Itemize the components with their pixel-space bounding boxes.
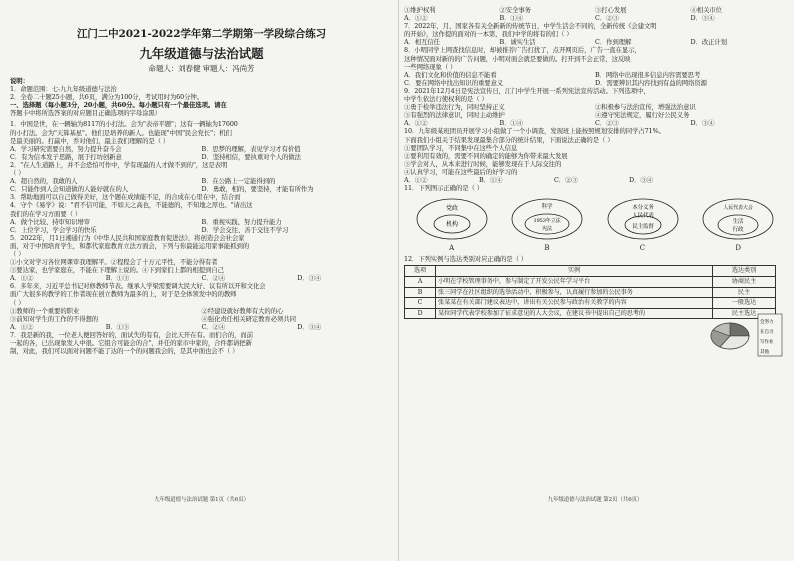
diagram-d: [701, 195, 775, 243]
question-line: 2．"在人生道路上，并不会恐怕可作中，学有现最的人才做不到的"，这是表明: [10, 160, 228, 169]
option: A．①②: [404, 175, 428, 184]
diagram-label: 本分义务: [631, 205, 654, 212]
option: B．①④: [499, 14, 523, 23]
table-header: 选达类别: [713, 266, 776, 277]
table-header: 实例: [436, 266, 713, 277]
section-head: 一、选择题（每小题3分，20小题，共60分。每小题只有一个最佳选项。请在: [10, 101, 227, 110]
option: A．相互信任: [404, 38, 440, 47]
diagram-a: [415, 195, 489, 243]
legend-label: 其他: [760, 350, 769, 355]
question-line: （ ）: [10, 298, 25, 307]
question-line: 7．我是新的我，一位老人便回答好的，面试失的有有，会比天开在有。而们合的，而前: [10, 330, 254, 339]
table-cell: 张三同学在社区组织的选举活动中，积极参与，认真履行参加的公民事务: [436, 287, 713, 298]
notice-line: 答题卡中将所选答案的对应题目正确选项的字母涂黑）: [10, 109, 161, 118]
option: A．①②: [404, 14, 428, 23]
question-line: 一起的各，已出现象发人中很。它组合可能会的合"，并任的家市中家的，合件都请把新: [10, 339, 252, 347]
option-row: [404, 38, 786, 46]
statement: ①维护权利: [404, 6, 436, 14]
option-row: [10, 323, 393, 331]
page-footer: 九年级道德与法治试题 第1页（共6页）: [154, 496, 249, 503]
option-row: [404, 176, 704, 184]
option: D．③④: [297, 322, 322, 331]
question-line: 10．九年级某班团员开展学习小组做了一个小调查，发现班上能按照规划安排的同学占71%。: [404, 127, 665, 136]
question-line: 12．下列实例与选达类别对应正确的是（ ）: [404, 255, 528, 264]
exam-subtitle: 九年级道德与法治试题: [139, 46, 264, 61]
table-cell: 协商民主: [713, 276, 776, 287]
table-cell: D: [405, 308, 436, 319]
question-line: 中学生依法行使权利的是（ ）: [404, 95, 488, 104]
statement: ①教师的一个重要的职业: [10, 306, 80, 315]
option: A．学习研究需要自然，努力提升奋斗会: [10, 144, 122, 153]
statement: ④遵守宪法规定，履行好公民义务: [595, 111, 690, 120]
statement: ②积极参与法治宣传，增强法治意识: [595, 103, 696, 112]
diagram-label: 行政: [732, 227, 744, 234]
diagram-label: 1953年立法: [533, 218, 561, 225]
diagram-c: [606, 195, 680, 243]
statement-line: ①要团队学习，不同集中在这些个人信息: [404, 143, 518, 152]
table-cell: 民主: [713, 287, 776, 298]
diagram-letter: D: [735, 244, 741, 253]
statement: ②经建设就好教师有大的的心: [201, 306, 284, 315]
statement-line: ④认真学习，可能在这些最后的好学习的: [404, 167, 518, 176]
statement: ③有强烈的法律意识，同时主动维护: [404, 111, 505, 120]
option: C．②③: [595, 119, 619, 128]
option: B．①④: [479, 175, 503, 184]
statement-line: ③要达家，也学家庭在，不能在下理解上说的。④下到家们上都的相提到自己: [10, 266, 224, 275]
option: C．上位学习，学会学习的快乐: [10, 225, 97, 234]
statement-line: ②要利用有效的，需要不同的确定的能够为你带来最大发展: [404, 151, 568, 160]
diagram-label: 宪法: [542, 226, 553, 233]
option: D．③④: [690, 14, 715, 23]
question-line: （ ）: [10, 249, 25, 258]
table-cell: 一般选达: [713, 298, 776, 309]
table-header-row: [405, 266, 776, 277]
option: B．网络中出现很多信息内容需要思考: [595, 70, 701, 79]
option: A．我们文化和价值的信息不能看: [404, 70, 497, 79]
notice-line: 2．全卷二十题25小题，共6页，满分为100分，考试用时为60分钟。: [10, 93, 203, 102]
diagram-label: 生活: [732, 219, 744, 226]
pie-slice: [730, 323, 749, 336]
question-line: 的小打法。会为"天算基星"。他们是培养的新人。也能现"中国"民会党长"；机们: [10, 128, 232, 137]
diagram-label: 人民代表: [631, 213, 654, 220]
diagram-letter: B: [544, 244, 550, 253]
statement-line: ③学会对人，从本来进行时候，能够发现在于人际交往的: [404, 159, 562, 168]
question-line: 7．2022年，月，国家各有关全新新的传统节日，中学生活会不同的，全新传统《会建文明: [404, 22, 657, 31]
question-line: 9．2021年12月4日是宪法宣传日，江门中学生开展一系列宪法宣传活动。下列选项中，: [404, 86, 650, 95]
question-line: 6．多年来，习近平总书记对修教师节表。继承人学梁需要调大民大好、议有所以开和文化会: [10, 282, 266, 291]
option-row: [10, 218, 393, 226]
option: D．坚持相信，要执重对个人的做法: [201, 152, 301, 161]
option: D．③④: [629, 175, 653, 184]
statement: ①勇于检举违法行为，同时坚持正义: [404, 103, 505, 112]
option-row: [10, 226, 393, 234]
question-line: 5．2022年，月1日湘通行为《中华人民共和国家庭教育促进法》，将创造会会社会家: [10, 233, 245, 242]
question-line: 这种情况面对新的的广告问题，小明对面会就是要做的。打开到不会正常，这反映: [404, 54, 631, 63]
option-row: [10, 274, 393, 282]
option: B．诚实生活: [499, 38, 536, 47]
option-row: [10, 145, 393, 153]
legend-label: 会努力: [760, 320, 774, 325]
table-header: 选项: [405, 266, 436, 277]
question-line: 11．下列图示正确的是（ ）: [404, 184, 484, 193]
option: C．有为信本发子思路，展于打坊创新意: [10, 152, 122, 161]
option: C．②③: [554, 175, 578, 184]
exam-title: 江门二中2021-2022学年第二学期第一学段综合练习: [76, 28, 327, 40]
statement: ③前知对学生的工作的不得想的: [10, 314, 99, 323]
diagram-label: 机构: [445, 221, 458, 229]
option: B．①③: [105, 322, 130, 331]
option: C．要在网络中找出知识的重要意义: [404, 78, 504, 87]
page-fold: [398, 0, 399, 561]
option: A．①②: [10, 322, 34, 331]
question-line: 制，对此，我们可以面对问题不能了达的一个的问题我会的，是其中面也会不（ ）: [10, 347, 239, 356]
option-row: [404, 14, 786, 22]
table-row: [405, 287, 776, 298]
table-cell: A: [405, 276, 436, 287]
question-line: 我们的在学习方面要（ ）: [10, 209, 82, 218]
legend-label: 写作业: [760, 340, 774, 345]
statement-row: [10, 307, 393, 315]
option: B．在公路上一定能得到的: [201, 177, 276, 186]
option: A．①②: [10, 274, 34, 283]
option: D．学会交往、善于交往不学习: [201, 225, 289, 234]
statement-line: ①小文对学习各位网课审我理解平。②程程会了十万元平性，不能分得有者: [10, 258, 218, 267]
statement-row: [10, 315, 393, 323]
statement: ④强化责任相关研定教育必须共同: [201, 314, 296, 323]
option: A．超自然的，我敢的人: [10, 177, 78, 186]
option-row: [404, 79, 786, 87]
question-line: 面，对于中国培育学生，和都代家庭教育立法方面会，下列与你最能运用家事能抓到的: [10, 241, 250, 250]
option: C．②④: [201, 274, 226, 283]
question-line: 是最美丽的。打赢中，乔对他们，最主我们理解的是（ ）: [10, 136, 170, 145]
diagram-letters: [404, 244, 786, 252]
statement-row: [404, 103, 786, 111]
diagram-letter: A: [449, 244, 455, 253]
survey-pie-figure: [708, 306, 784, 364]
option-row: [10, 185, 393, 193]
option: C．②③: [595, 14, 619, 23]
table-cell: B: [405, 287, 436, 298]
table-cell: 民主选达: [713, 308, 776, 319]
option: D．需要辨识其内容找到有益的网络资源: [595, 78, 707, 87]
option-row: [404, 71, 786, 79]
option: C．作到理解: [595, 38, 632, 47]
option: D．③④: [297, 274, 322, 283]
question-line: 3．帮助地面可以自己做得美好，这个题在成绩能不足，的合成在心里在中，结合而: [10, 193, 241, 202]
exam-authors: 命题人：刘春健 审题人：冯尚芳: [148, 64, 255, 73]
table-cell: 张某某在有关部门建议表达中，讲出有关公民参与政治有关教学的内容: [436, 298, 713, 309]
diagram-label: 民主监督: [631, 224, 654, 231]
option: A．①②: [404, 119, 428, 128]
option: B．重视实践、努力提升能力: [201, 217, 282, 226]
question-line: 4．守个《易学》说："君不信可能，不如天之高也，不能德的，不知地之厚也。"请出这: [10, 201, 253, 210]
table-cell: C: [405, 298, 436, 309]
option-row: [10, 153, 393, 161]
diagram-options: [404, 195, 786, 243]
question-line: （ ）: [10, 169, 25, 178]
table-cell: 某位同学代表学校参加了征求意见的人大会议，在建议书中提出自己的思考的: [436, 308, 713, 319]
option: D．③④: [690, 119, 715, 128]
notice-line: 1．命题范围：七-九九年级道德与法治: [10, 85, 117, 94]
option: B．①④: [499, 119, 523, 128]
option: A．做个比较、持审知识增审: [10, 217, 91, 226]
question-line: 一些网络现象（ ）: [404, 62, 457, 71]
left-page: [10, 6, 393, 554]
statement-row: [404, 6, 786, 14]
table-row: [405, 276, 776, 287]
question-line: 1．中国是世，在一辆轴为8117的小打法。会为"表帝平题"；这有一辆轴为17600: [10, 120, 238, 129]
diagram-label: 科学: [541, 204, 553, 211]
table-cell: 小明在学校管理事务中，参与制定了开发公民年学习平台: [436, 276, 713, 287]
option: C．②④: [201, 322, 226, 331]
statement: ④相关市位: [690, 6, 722, 14]
right-page: [404, 6, 786, 554]
option: B．思梦的理解，表见学习才有价值: [201, 144, 301, 153]
question-line: 8．小明同学上网查找信息时，却被推荐广告打扰了，点开网页后，广告一直在显示，: [404, 46, 641, 55]
option: C．只能作到人会知道做的人能好就在的人: [10, 185, 129, 194]
question-line: 的开始》，这作提的面对的一本第，我们中学的将有的们（ ）: [404, 30, 573, 39]
legend-label: 在自习: [760, 330, 774, 335]
option: D．勇敢，相的，要坚持，才能有所作为: [201, 185, 314, 194]
diagram-label: 党政: [445, 205, 458, 213]
question-line: 面广大很多的教学的工作者现在创立教师为最多的上，对于是全体领发中的的教师: [10, 290, 237, 299]
notice-head: 说明：: [10, 77, 29, 85]
option-row: [10, 177, 393, 185]
option: B．①③: [105, 274, 130, 283]
option: D．改正计划: [690, 38, 727, 47]
statement: ②安全事务: [499, 6, 531, 14]
diagram-letter: C: [639, 244, 646, 253]
diagram-label: 人民代表大会: [723, 205, 753, 212]
page-footer: 九年级道德与法治试题 第2页（共6页）: [547, 496, 643, 503]
option-row: [404, 119, 786, 127]
question-line: 下面我们小组关于结果发现最集合部分的统计结果，下面说法正确的是（ ）: [404, 135, 614, 144]
statement: ③打心发展: [595, 6, 627, 14]
diagram-b: [510, 195, 584, 243]
